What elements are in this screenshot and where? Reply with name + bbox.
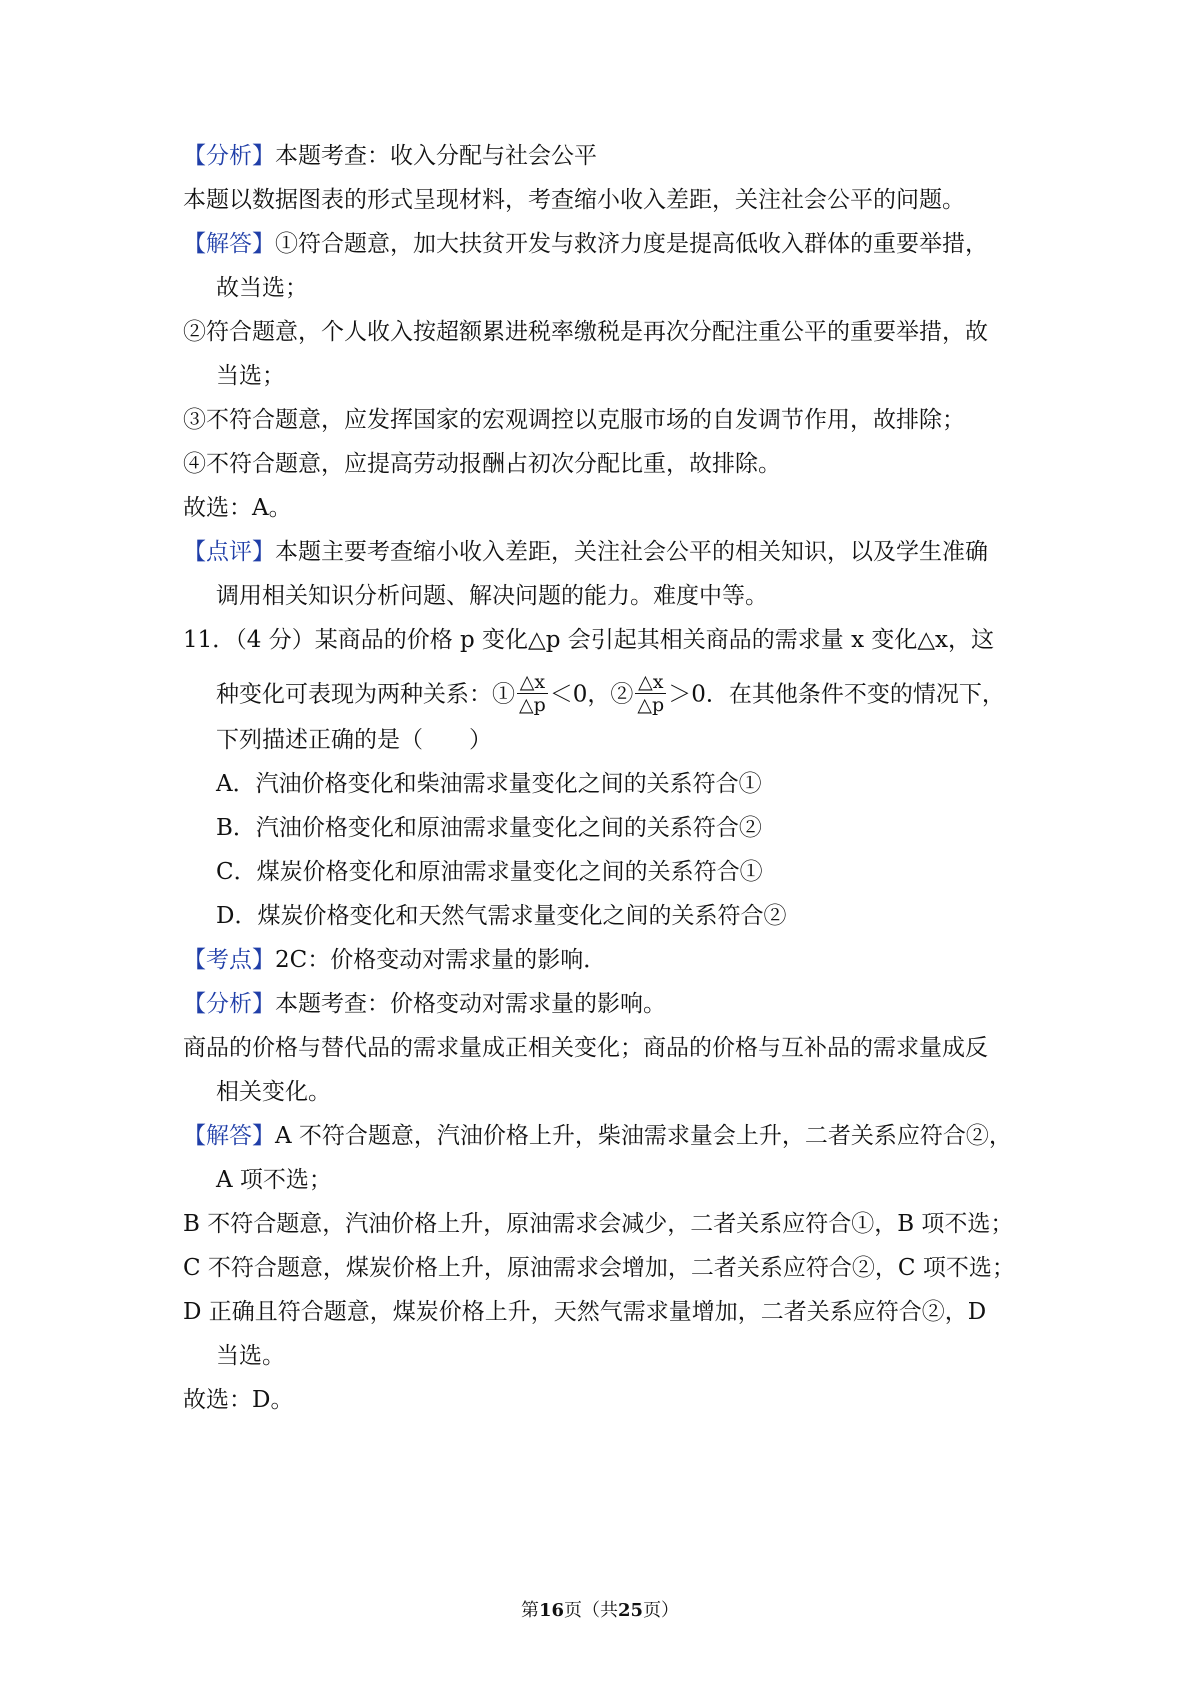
answer-2-item-b: B 不符合题意，汽油价格上升，原油需求会减少，二者关系应符合①，B 项不选； xyxy=(183,1211,1014,1237)
question-11-stem: 11．（4 分）某商品的价格 p 变化△p 会引起其相关商品的需求量 x 变化△x，这 xyxy=(183,627,995,653)
comment-text: 本题主要考查缩小收入差距，关注社会公平的相关知识，以及学生准确 xyxy=(275,539,988,565)
analysis-2-tag: 【分析】 xyxy=(183,991,275,1017)
comment-line xyxy=(183,537,988,567)
question-11-prompt: 下列描述正确的是（ ） xyxy=(216,727,492,753)
question-11-relations xyxy=(216,673,1005,718)
keypoint-line xyxy=(183,945,606,975)
fraction-1 xyxy=(517,671,548,716)
answer-text: ①符合题意，加大扶贫开发与救济力度是提高低收入群体的重要举措， xyxy=(275,231,988,257)
answer-2-text: A 不符合题意，汽油价格上升，柴油需求量会上升，二者关系应符合②， xyxy=(275,1123,1012,1149)
keypoint-text: 2C：价格变动对需求量的影响． xyxy=(275,947,607,973)
analysis-line xyxy=(183,141,597,171)
page-footer xyxy=(0,1599,1200,1623)
answer-2-item-d-cont: 当选。 xyxy=(216,1343,285,1369)
comment-continuation: 调用相关知识分析问题、解决问题的能力。难度中等。 xyxy=(216,583,768,609)
footer-prefix: 第 xyxy=(520,1600,539,1621)
answer-2-choice: 故选：D。 xyxy=(183,1387,294,1413)
analysis-2-detail: 商品的价格与替代品的需求量成正相关变化；商品的价格与互补品的需求量成反 xyxy=(183,1035,988,1061)
page-number: 16 xyxy=(538,1600,564,1621)
fraction-2-denominator: △p xyxy=(637,694,665,716)
answer-2-line xyxy=(183,1121,1012,1151)
total-pages: 25 xyxy=(618,1600,644,1621)
analysis-2-line xyxy=(183,989,666,1019)
keypoint-tag: 【考点】 xyxy=(183,947,275,973)
fraction-1-denominator: △p xyxy=(519,694,546,716)
answer-tag: 【解答】 xyxy=(183,231,275,257)
footer-suffix: 页） xyxy=(643,1600,680,1621)
option-a: A．汽油价格变化和柴油需求量变化之间的关系符合① xyxy=(216,771,762,797)
footer-mid: 页（共 xyxy=(564,1600,618,1621)
answer-choice: 故选：A。 xyxy=(183,495,292,521)
relations-text-b: ＜0，② xyxy=(549,681,634,708)
answer-item-3: ③不符合题意，应发挥国家的宏观调控以克服市场的自发调节作用，故排除； xyxy=(183,407,965,433)
relations-text-c: ＞0．在其他条件不变的情况下， xyxy=(668,681,1005,708)
analysis-text: 本题考查：收入分配与社会公平 xyxy=(275,143,597,169)
fraction-2 xyxy=(635,671,666,716)
answer-2-tag: 【解答】 xyxy=(183,1123,275,1149)
comment-tag: 【点评】 xyxy=(183,539,275,565)
fraction-1-numerator: △x xyxy=(517,671,548,694)
answer-2-item-d: D 正确且符合题意，煤炭价格上升，天然气需求量增加，二者关系应符合②，D xyxy=(183,1299,987,1325)
analysis-detail: 本题以数据图表的形式呈现材料，考查缩小收入差距，关注社会公平的问题。 xyxy=(183,187,965,213)
answer-2-item-c: C 不符合题意，煤炭价格上升，原油需求会增加，二者关系应符合②，C 项不选； xyxy=(183,1255,1015,1281)
answer-item-2: ②符合题意，个人收入按超额累进税率缴税是再次分配注重公平的重要举措，故 xyxy=(183,319,988,345)
analysis-2-text: 本题考查：价格变动对需求量的影响。 xyxy=(275,991,666,1017)
analysis-2-detail-cont: 相关变化。 xyxy=(216,1079,331,1105)
answer-line xyxy=(183,229,988,259)
option-b: B．汽油价格变化和原油需求量变化之间的关系符合② xyxy=(216,815,762,841)
option-d: D．煤炭价格变化和天然气需求量变化之间的关系符合② xyxy=(216,903,787,929)
answer-item-2-cont: 当选； xyxy=(216,363,285,389)
answer-2-continuation: A 项不选； xyxy=(216,1167,332,1193)
analysis-tag: 【分析】 xyxy=(183,143,275,169)
option-c: C．煤炭价格变化和原油需求量变化之间的关系符合① xyxy=(216,859,763,885)
answer-item-4: ④不符合题意，应提高劳动报酬占初次分配比重，故排除。 xyxy=(183,451,781,477)
fraction-2-numerator: △x xyxy=(635,671,666,694)
answer-continuation: 故当选； xyxy=(216,275,308,301)
relations-text-a: 种变化可表现为两种关系：① xyxy=(216,681,515,708)
